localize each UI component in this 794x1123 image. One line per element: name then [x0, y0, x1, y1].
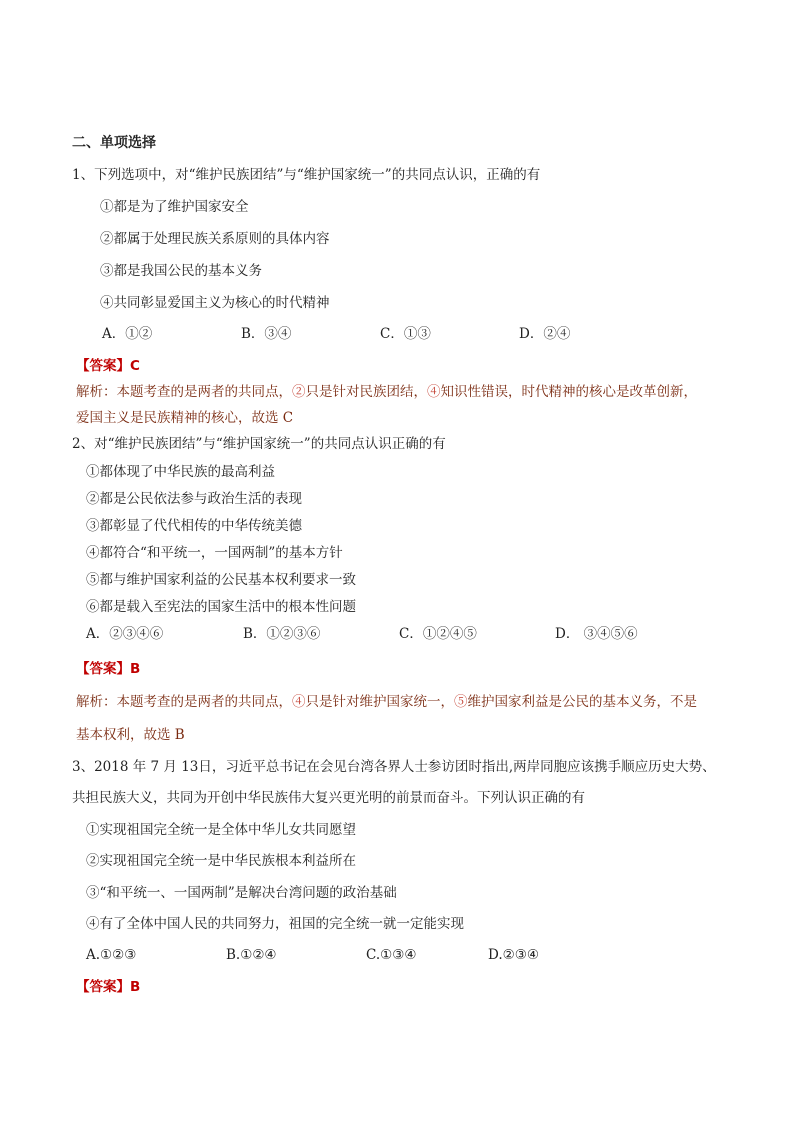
- q2-option-a: A．②③④⑥: [86, 626, 164, 642]
- q3-stem-line2: 共担民族大义，共同为开创中华民族伟大复兴更光明的前景而奋斗。下列认识正确的有: [72, 790, 585, 806]
- q1-answer: [76, 356, 736, 376]
- q2-option-c: C．①②④⑤: [399, 626, 477, 642]
- q1-answer-label: 【答案】: [76, 358, 130, 374]
- q2-option-d: D． ③④⑤⑥: [555, 626, 638, 642]
- q2-item-6: ⑥都是载入至宪法的国家生活中的根本性问题: [86, 599, 356, 615]
- q3-item-2: ②实现祖国完全统一是中华民族根本利益所在: [86, 853, 356, 869]
- q1-expl-prefix: 解析：本题考查的是两者的共同点，: [76, 384, 292, 400]
- q2-answer-value: B: [130, 661, 141, 677]
- q1-stem: 1、下列选项中，对“维护民族团结”与“维护国家统一”的共同点认识，正确的有: [72, 167, 541, 183]
- q3-option-a: A.①②③: [86, 947, 137, 963]
- q3-answer: [76, 977, 736, 997]
- q1-expl-hl2: ④: [427, 384, 441, 400]
- q2-item-3: ③都彰显了代代相传的中华传统美德: [86, 518, 302, 534]
- q1-item-3: ③都是我国公民的基本义务: [100, 263, 262, 279]
- q3-answer-label: 【答案】: [76, 979, 130, 995]
- q1-expl-hl1: ②: [292, 384, 306, 400]
- q3-option-c: C.①③④: [366, 947, 417, 963]
- section-title: 二、单项选择: [72, 135, 156, 151]
- q2-expl-mid: 只是针对维护国家统一，: [305, 694, 454, 710]
- q3-answer-value: B: [130, 979, 141, 995]
- q1-option-c: C．①③: [380, 326, 431, 342]
- q2-answer-label: 【答案】: [76, 661, 130, 677]
- q2-explanation-line1: [76, 692, 736, 712]
- q2-expl-rest: 维护国家利益是公民的基本义务，不是: [467, 694, 697, 710]
- q3-item-3: ③“和平统一、一国两制”是解决台湾问题的政治基础: [86, 885, 397, 901]
- q1-item-4: ④共同彰显爱国主义为核心的时代精神: [100, 295, 330, 311]
- q2-explanation-line2: 基本权利，故选 B: [76, 727, 185, 743]
- q1-explanation-line2: 爱国主义是民族精神的核心，故选 C: [76, 410, 294, 426]
- q2-item-2: ②都是公民依法参与政治生活的表现: [86, 491, 302, 507]
- q2-expl-prefix: 解析：本题考查的是两者的共同点，: [76, 694, 292, 710]
- q1-explanation-line1: [76, 382, 736, 402]
- q2-option-b: B．①②③⑥: [243, 626, 321, 642]
- q1-expl-rest: 知识性错误，时代精神的核心是改革创新，: [440, 384, 697, 400]
- q2-expl-hl1: ④: [292, 694, 306, 710]
- q1-option-b: B．③④: [241, 326, 292, 342]
- q3-item-1: ①实现祖国完全统一是全体中华儿女共同愿望: [86, 822, 356, 838]
- q2-item-5: ⑤都与维护国家利益的公民基本权利要求一致: [86, 572, 356, 588]
- q1-option-a: A．①②: [102, 326, 153, 342]
- q1-item-2: ②都属于处理民族关系原则的具体内容: [100, 231, 330, 247]
- q1-answer-value: C: [130, 358, 140, 374]
- q1-option-d: D．②④: [519, 326, 571, 342]
- q2-item-4: ④都符合“和平统一，一国两制”的基本方针: [86, 545, 343, 561]
- q2-expl-hl2: ⑤: [454, 694, 468, 710]
- q1-expl-mid: 只是针对民族团结，: [305, 384, 427, 400]
- q3-option-d: D.②③④: [488, 947, 539, 963]
- q3-option-b: B.①②④: [226, 947, 277, 963]
- q3-item-4: ④有了全体中国人民的共同努力，祖国的完全统一就一定能实现: [86, 916, 464, 932]
- q1-item-1: ①都是为了维护国家安全: [100, 199, 249, 215]
- q3-stem-line1: 3、2018 年 7 月 13日，习近平总书记在会见台湾各界人士参访团时指出,两岸同胞应该携手顺应历史大势、: [72, 759, 716, 775]
- q2-stem: 2、对“维护民族团结”与“维护国家统一”的共同点认识正确的有: [72, 436, 446, 452]
- q2-item-1: ①都体现了中华民族的最高利益: [86, 464, 275, 480]
- q2-answer: [76, 659, 736, 679]
